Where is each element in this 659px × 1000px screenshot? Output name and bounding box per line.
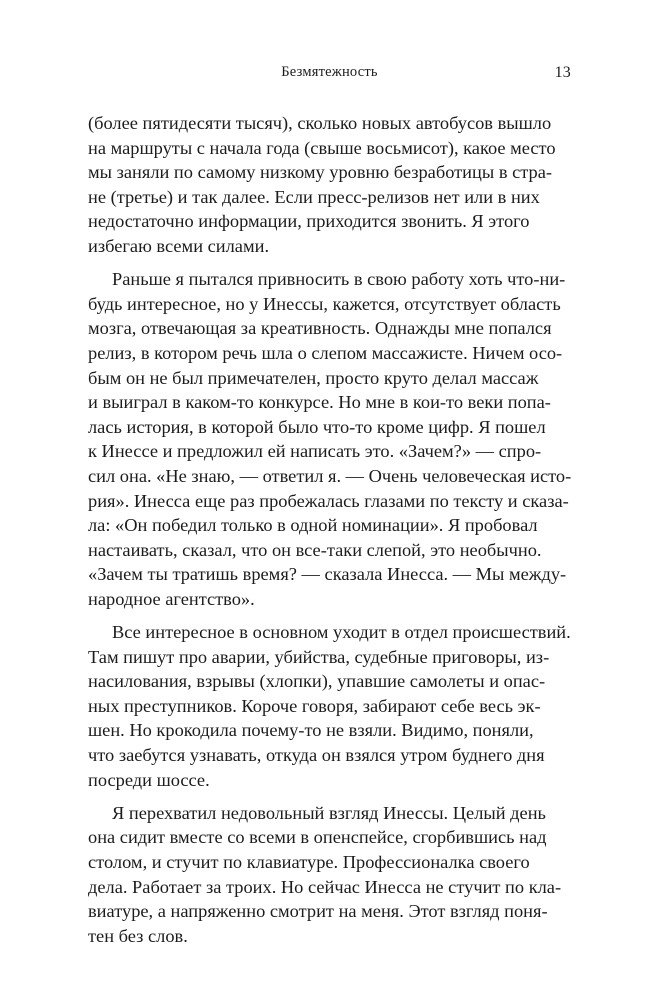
running-header bbox=[0, 62, 659, 86]
text-line: дела. Работает за троих. Но сейчас Инесса не стучит по кла- bbox=[88, 876, 562, 897]
text-line: рия». Инесса еще раз пробежалась глазами по тексту и сказа- bbox=[88, 490, 569, 511]
text-line: шен. Но крокодила почему-то не взяли. Видимо, поняли, bbox=[88, 720, 534, 741]
text-line: избегаю всеми силами. bbox=[88, 235, 270, 256]
paragraph bbox=[88, 267, 572, 611]
text-line: настаивать, сказал, что он все-таки слепой, это необычно. bbox=[88, 539, 542, 560]
chapter-title: Безмятежность bbox=[281, 64, 378, 80]
text-line: что заебутся узнавать, откуда он взялся утром буднего дня bbox=[88, 745, 545, 766]
text-line: не (третье) и так далее. Если пресс-релизов нет или в них bbox=[88, 186, 540, 207]
text-line: посреди шоссе. bbox=[88, 769, 210, 790]
text-line: виатуре, а напряженно смотрит на меня. Этот взгляд поня- bbox=[88, 901, 548, 922]
paragraph-gap bbox=[88, 611, 572, 620]
text-line: сил она. «Не знаю, — ответил я. — Очень человеческая исто- bbox=[88, 465, 572, 486]
text-line: будь интересное, но у Инессы, кажется, отсутствует область bbox=[88, 293, 561, 314]
text-line: народное агентство». bbox=[88, 588, 255, 609]
text-line: недостаточно информации, приходится звонить. Я этого bbox=[88, 211, 530, 232]
text-line: Там пишут про аварии, убийства, судебные приговоры, из- bbox=[88, 646, 550, 667]
text-line: «Зачем ты тратишь время? — сказала Инесса. — Мы между- bbox=[88, 564, 567, 585]
paragraph bbox=[88, 620, 572, 792]
paragraph bbox=[88, 801, 572, 949]
text-line: мозга, отвечающая за креативность. Однажды мне попался bbox=[88, 318, 552, 339]
text-line: (более пятидесяти тысяч), сколько новых автобусов вышло bbox=[88, 113, 552, 133]
text-line: она сидит вместе со всеми в опенспейсе, сгорбившись над bbox=[88, 827, 547, 848]
text-line: бым он не был примечателен, просто круто делал массаж bbox=[88, 367, 539, 388]
body-text bbox=[88, 111, 572, 948]
text-line: и выиграл в каком-то конкурсе. Но мне в кои-то веки попа- bbox=[88, 392, 551, 413]
text-line: тен без слов. bbox=[88, 925, 188, 946]
text-line: ла: «Он победил только в одной номинации». Я пробовал bbox=[88, 515, 538, 536]
text-line: ных преступников. Короче говоря, забирают себе весь эк- bbox=[88, 695, 541, 716]
text-line: столом, и стучит по клавиатуре. Профессионалка своего bbox=[88, 852, 530, 872]
paragraph-gap bbox=[88, 259, 572, 268]
text-line: Раньше я пытался привносить в свою работу хоть что-ни- bbox=[112, 269, 566, 290]
text-line: насилования, взрывы (хлопки), упавшие самолеты и опас- bbox=[88, 671, 546, 692]
text-line: лась история, в которой было что-то кроме цифр. Я пошел bbox=[88, 416, 546, 437]
page-number: 13 bbox=[554, 64, 571, 81]
text-line: Все интересное в основном уходит в отдел происшествий. bbox=[112, 622, 571, 643]
text-line: релиз, в котором речь шла о слепом массажисте. Ничем осо- bbox=[88, 342, 563, 363]
text-line: Я перехватил недовольный взгляд Инессы. Целый день bbox=[112, 802, 546, 823]
paragraph-gap bbox=[88, 792, 572, 801]
text-line: к Инессе и предложил ей написать это. «Зачем?» — спро- bbox=[88, 441, 542, 462]
paragraph bbox=[88, 111, 572, 259]
text-line: мы заняли по самому низкому уровню безработицы в стра- bbox=[88, 162, 553, 183]
text-line: на маршруты с начала года (свыше восьмисот), какое место bbox=[88, 137, 556, 158]
